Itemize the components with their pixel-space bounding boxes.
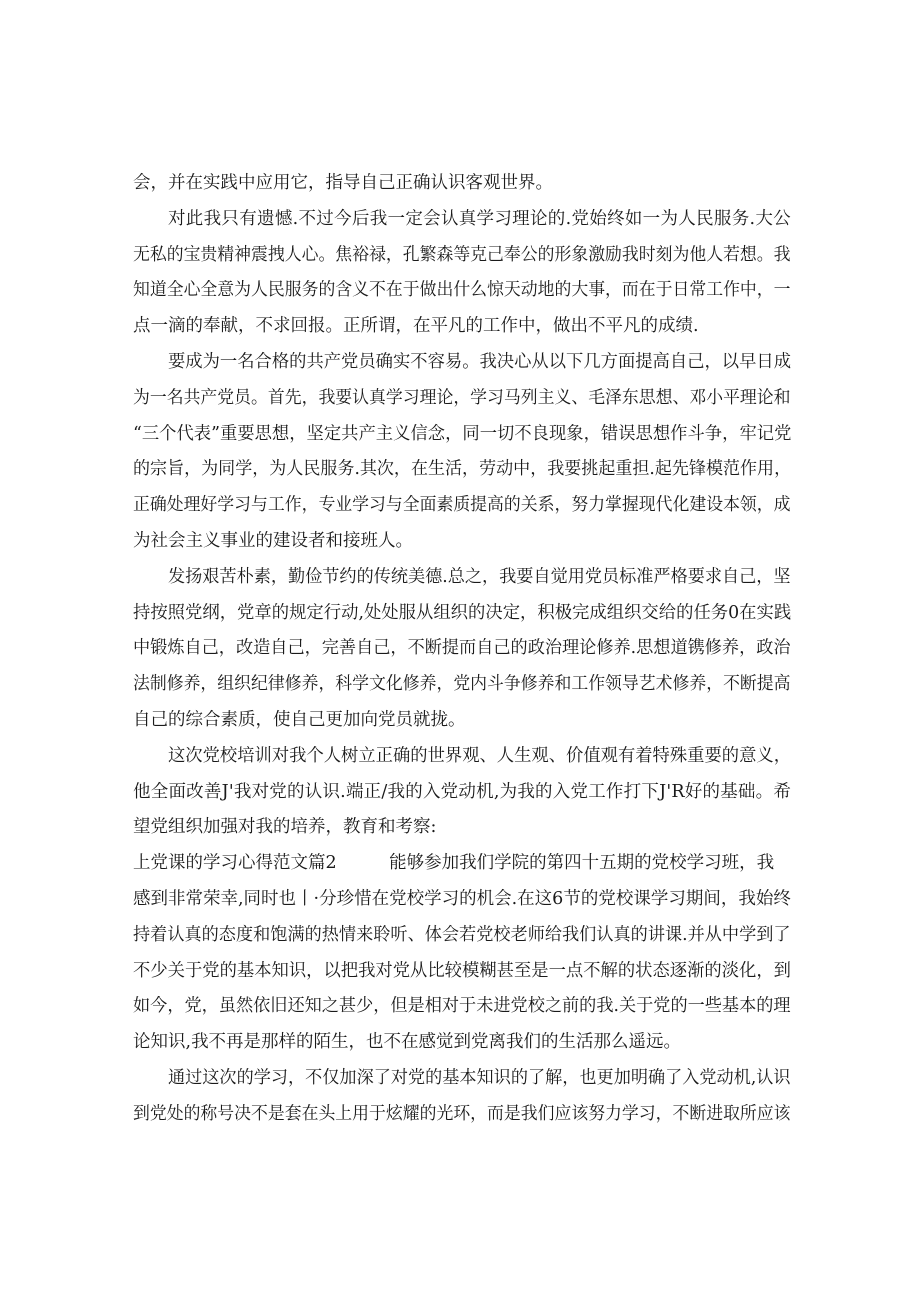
text-line — [133, 273, 791, 309]
line-text: 法制修养，组织纪律修养，科学文化修养，党内斗争修养和工作领导艺术修养，不断提高 — [133, 674, 791, 695]
line-text: 持按照党纲，党章的规定行动,处处服从组织的决定，积极完成组织交给的任务0在实践 — [133, 602, 792, 623]
line-text: 持着认真的态度和饱满的热情来聆听、体会若党校老师给我们认真的讲课.并从中学到了 — [133, 924, 791, 945]
text-line — [133, 1061, 791, 1097]
line-text: 如今，党，虽然依旧还知之甚少，但是相对于未进党校之前的我.关于党的一些基本的理 — [133, 996, 791, 1017]
text-line — [133, 488, 791, 524]
line-text: 中锻炼自己，改造自己，完善自己，不断提而自己的政治理论修养.思想道镌修养，政治 — [133, 638, 791, 659]
text-line — [133, 882, 791, 918]
line-text: 为一名共产党员。首先，我要认真学习理论，学习马列主义、毛泽东思想、邓小平理论和 — [133, 387, 791, 408]
line-text: 会，并在实践中应用它，指导自己正确认识客观世界。 — [133, 173, 553, 193]
line-text: 望党组织加强对我的培养，教育和考察: — [133, 817, 437, 838]
line-text: 对此我只有遗憾.不过今后我一定会认真学习理论的.党始终如一为人民服务.大公 — [168, 208, 791, 229]
line-text: 这次党校培训对我个人树立正确的世界观、人生观、价值观有着特殊重要的意义， — [168, 745, 791, 766]
text-line — [133, 703, 791, 739]
text-line — [133, 1025, 791, 1061]
line-text: 正确处理好学习与工作，专业学习与全面素质提高的关系，努力掌握现代化建设本领，成 — [133, 495, 791, 516]
text-line — [133, 775, 791, 811]
text-line — [133, 989, 791, 1025]
text-line — [133, 345, 791, 381]
line-text: 上党课的学习心得范文篇2 能够参加我们学院的第四十五期的党校学习班，我 — [133, 853, 775, 874]
line-text: 要成为一名合格的共产党员确实不容易。我决心从以下几方面提高自己，以早日成 — [168, 351, 791, 372]
text-line — [133, 309, 791, 345]
text-line — [133, 166, 791, 202]
text-line — [133, 810, 791, 846]
line-text: 他全面改善J'我对党的认识.端正/我的入党动机,为我的入党工作打下J'R好的基础。希 — [133, 781, 792, 802]
text-line — [133, 452, 791, 488]
text-line — [133, 918, 791, 954]
text-line — [133, 954, 791, 990]
text-line — [133, 417, 791, 453]
text-line — [133, 596, 791, 632]
line-text: 自己的综合素质，使自己更加向党员就拢。 — [133, 709, 466, 730]
line-text: 论知识,我不再是那样的陌生，也不在感觉到党离我们的生活那么遥远。 — [133, 1032, 682, 1053]
line-text: 的宗旨，为同学，为人民服务.其次，在生活，劳动中，我要挑起重担.起先锋模范作用， — [133, 459, 792, 480]
text-line — [133, 667, 791, 703]
text-line — [133, 202, 791, 238]
line-text: 发扬艰苦朴素，勤俭节约的传统美德.总之，我要自觉用党员标准严格要求自己，坚 — [168, 566, 791, 587]
text-line — [133, 846, 791, 882]
line-text: 感到非常荣幸,同时也丨·分珍惜在党校学习的机会.在这6节的党校课学习期间，我始终 — [133, 888, 791, 909]
line-text: 通过这次的学习，不仅加深了对党的基本知识的了解，也更加明确了入党动机,认识 — [168, 1067, 791, 1088]
text-line — [133, 1097, 791, 1133]
text-line — [133, 524, 791, 560]
line-text: 无私的宝贵精神震拽人心。焦裕禄，孔繁森等克己奉公的形象激励我时刻为他人若想。我 — [133, 244, 791, 265]
document-page — [133, 166, 791, 1133]
line-text: “三个代表”重要思想，坚定共产主义信念，同一切不良现象，错误思想作斗争，牢记党 — [133, 423, 792, 444]
text-line — [133, 381, 791, 417]
line-text: 不少关于党的基本知识，以把我对党从比较模糊甚至是一点不解的状态逐渐的淡化，到 — [133, 960, 791, 981]
text-line — [133, 739, 791, 775]
text-line — [133, 560, 791, 596]
text-line — [133, 631, 791, 667]
line-text: 点一滴的奉献，不求回报。正所谓，在平凡的工作中，做出不平凡的成绩. — [133, 316, 699, 337]
line-text: 为社会主义事业的建设者和接班人。 — [133, 530, 413, 551]
line-text: 到党处的称号决不是套在头上用于炫耀的光环，而是我们应该努力学习，不断进取所应该 — [133, 1103, 791, 1124]
line-text: 知道全心全意为人民服务的含义不在于做出什么惊天动地的大事，而在于日常工作中，一 — [133, 280, 791, 301]
text-line — [133, 238, 791, 274]
